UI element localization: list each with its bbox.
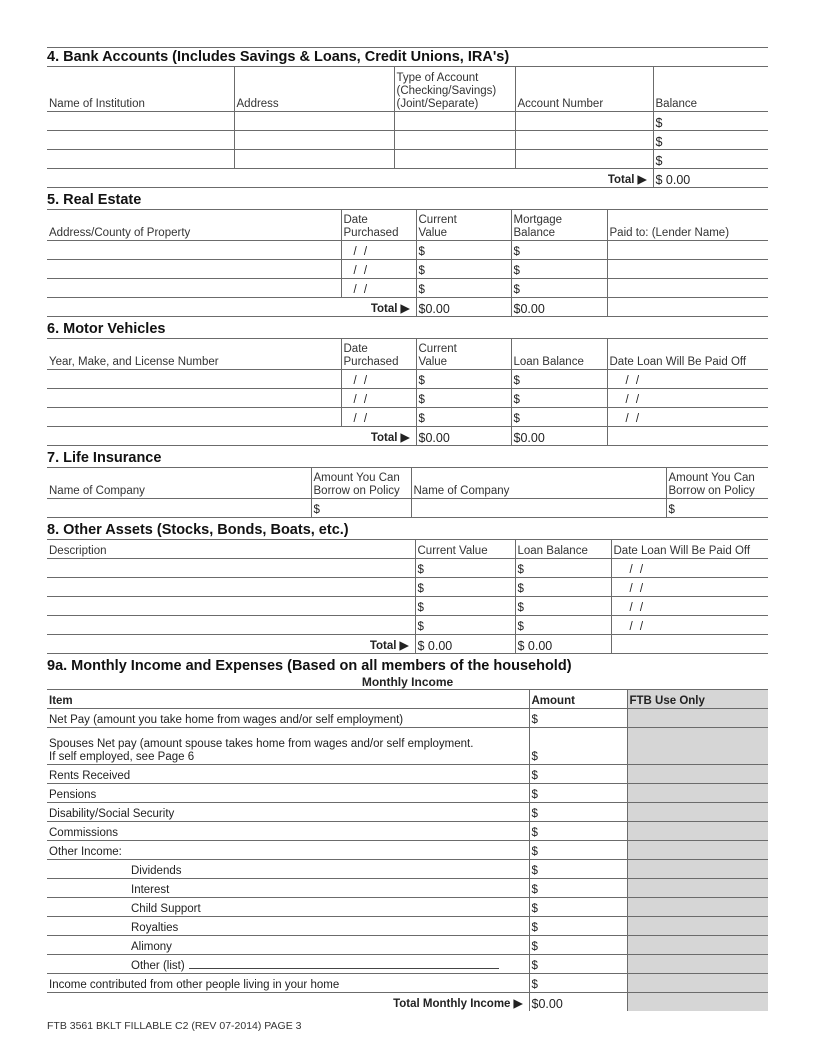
bank-accounts-heading: 4. Bank Accounts (Includes Savings & Loans, Credit Unions, IRA's)	[47, 48, 768, 67]
value-field[interactable]: $	[416, 389, 511, 408]
property-field[interactable]	[47, 241, 341, 260]
col-date-purchased: Date Purchased	[341, 339, 416, 370]
income-item-label: Income contributed from other people living in your home	[47, 974, 529, 993]
payoff-date-field[interactable]: / /	[607, 370, 768, 389]
amount-field[interactable]: $	[529, 936, 627, 955]
bank-total-value: $ 0.00	[653, 169, 768, 188]
total-row	[47, 298, 768, 317]
ftb-cell	[627, 917, 768, 936]
col-ftb-use-only: FTB Use Only	[627, 690, 768, 709]
col-loan-balance: Loan Balance	[515, 540, 611, 559]
col-date-paid-off: Date Loan Will Be Paid Off	[611, 540, 768, 559]
table-row	[47, 389, 768, 408]
col-company-name-2: Name of Company	[411, 468, 666, 499]
borrow-field-2[interactable]: $	[666, 499, 768, 518]
value-field[interactable]: $	[415, 597, 515, 616]
col-paid-to: Paid to: (Lender Name)	[607, 210, 768, 241]
real-estate-total-label: Total ▶	[47, 298, 416, 317]
income-row-commissions	[47, 822, 768, 841]
payoff-date-field[interactable]: / /	[607, 389, 768, 408]
income-row-disability	[47, 803, 768, 822]
total-row	[47, 635, 768, 654]
income-row-interest	[47, 879, 768, 898]
total-monthly-income-value: $0.00	[529, 993, 627, 1012]
ftb-cell	[627, 784, 768, 803]
value-field[interactable]: $	[415, 559, 515, 578]
income-item-label: Interest	[47, 879, 529, 898]
total-row	[47, 993, 768, 1012]
amount-field[interactable]: $	[529, 879, 627, 898]
total-monthly-income-label: Total Monthly Income ▶	[393, 998, 523, 1010]
col-date-paid-off: Date Loan Will Be Paid Off	[607, 339, 768, 370]
income-row-contributed	[47, 974, 768, 993]
ftb-cell	[627, 841, 768, 860]
table-row	[47, 131, 768, 150]
amount-field[interactable]: $	[529, 841, 627, 860]
table-row	[47, 279, 768, 298]
income-row-dividends	[47, 860, 768, 879]
col-date-purchased: Date Purchased	[341, 210, 416, 241]
col-current-value: Current Value	[415, 540, 515, 559]
amount-field[interactable]: $	[529, 822, 627, 841]
real-estate-table	[47, 210, 768, 317]
monthly-income-heading: 9a. Monthly Income and Expenses (Based on all members of the household)	[47, 658, 572, 674]
institution-field[interactable]	[47, 112, 234, 131]
form-page	[47, 0, 768, 1011]
motor-vehicles-heading: 6. Motor Vehicles	[47, 320, 768, 339]
income-item-label: Alimony	[47, 936, 529, 955]
income-item-label: Royalties	[47, 917, 529, 936]
value-field[interactable]: $	[415, 578, 515, 597]
ftb-cell	[627, 822, 768, 841]
col-address: Address	[234, 67, 394, 112]
date-field[interactable]: / /	[341, 389, 416, 408]
loan-field[interactable]: $	[515, 616, 611, 635]
mortgage-field[interactable]: $	[511, 241, 607, 260]
other-assets-table	[47, 540, 768, 654]
life-insurance-heading: 7. Life Insurance	[47, 449, 768, 468]
description-field[interactable]	[47, 616, 415, 635]
address-field[interactable]	[234, 112, 394, 131]
col-amount: Amount	[529, 690, 627, 709]
vehicle-field[interactable]	[47, 389, 341, 408]
monthly-income-table	[47, 690, 768, 1011]
description-field[interactable]	[47, 559, 415, 578]
ftb-cell	[627, 728, 768, 765]
company-field[interactable]	[47, 499, 311, 518]
date-field[interactable]: / /	[341, 279, 416, 298]
table-row	[47, 241, 768, 260]
col-mortgage-balance: Mortgage Balance	[511, 210, 607, 241]
loan-field[interactable]: $	[511, 408, 607, 427]
date-field[interactable]: / /	[341, 260, 416, 279]
income-row-other-income	[47, 841, 768, 860]
income-row-net-pay	[47, 709, 768, 728]
borrow-field[interactable]: $	[311, 499, 411, 518]
income-row-alimony	[47, 936, 768, 955]
table-row	[47, 112, 768, 131]
loan-field[interactable]: $	[511, 389, 607, 408]
payoff-date-field[interactable]: / /	[611, 616, 768, 635]
lender-field[interactable]	[607, 241, 768, 260]
date-field[interactable]: / /	[341, 408, 416, 427]
col-item: Item	[47, 690, 529, 709]
property-field[interactable]	[47, 260, 341, 279]
loan-field[interactable]: $	[515, 578, 611, 597]
total-row	[47, 427, 768, 446]
table-row	[47, 559, 768, 578]
col-current-value: Current Value	[416, 210, 511, 241]
table-row	[47, 578, 768, 597]
ftb-cell	[627, 898, 768, 917]
vehicles-total-label: Total ▶	[47, 427, 416, 446]
income-item-label: Other (list)	[47, 955, 529, 974]
address-field[interactable]	[234, 150, 394, 169]
account-field[interactable]	[515, 150, 653, 169]
table-row	[47, 260, 768, 279]
account-field[interactable]	[515, 112, 653, 131]
payoff-date-field[interactable]: / /	[607, 408, 768, 427]
institution-field[interactable]	[47, 150, 234, 169]
payoff-date-field[interactable]: / /	[611, 578, 768, 597]
description-field[interactable]	[47, 578, 415, 597]
income-item-label: Pensions	[47, 784, 529, 803]
lender-field[interactable]	[607, 279, 768, 298]
table-row	[47, 499, 768, 518]
balance-field[interactable]: $	[653, 131, 768, 150]
value-field[interactable]: $	[415, 616, 515, 635]
amount-field[interactable]: $	[529, 803, 627, 822]
table-row	[47, 370, 768, 389]
type-field[interactable]	[394, 150, 515, 169]
loan-field[interactable]: $	[515, 597, 611, 616]
amount-field[interactable]: $	[529, 728, 627, 765]
other-list-input[interactable]	[189, 958, 499, 969]
table-row	[47, 150, 768, 169]
amount-field[interactable]: $	[529, 860, 627, 879]
income-item-label: Child Support	[47, 898, 529, 917]
col-balance: Balance	[653, 67, 768, 112]
vehicles-total-loan: $0.00	[511, 427, 607, 446]
income-item-label: Dividends	[47, 860, 529, 879]
value-field[interactable]: $	[416, 279, 511, 298]
income-row-child-support	[47, 898, 768, 917]
type-field[interactable]	[394, 131, 515, 150]
total-row	[47, 169, 768, 188]
ftb-cell	[627, 860, 768, 879]
income-row-rents	[47, 765, 768, 784]
account-field[interactable]	[515, 131, 653, 150]
life-insurance-table	[47, 468, 768, 518]
income-item-label: Net Pay (amount you take home from wages and/or self employment)	[47, 709, 529, 728]
monthly-income-subheading: Monthly Income	[47, 675, 768, 690]
table-row	[47, 408, 768, 427]
company-field-2[interactable]	[411, 499, 666, 518]
real-estate-total-value: $0.00	[416, 298, 511, 317]
ftb-cell	[627, 765, 768, 784]
col-account-number: Account Number	[515, 67, 653, 112]
col-address-county: Address/County of Property	[47, 210, 341, 241]
col-name-of-institution: Name of Institution	[47, 67, 234, 112]
amount-field[interactable]: $	[529, 955, 627, 974]
type-field[interactable]	[394, 112, 515, 131]
ftb-cell	[627, 709, 768, 728]
value-field[interactable]: $	[416, 241, 511, 260]
motor-vehicles-table	[47, 339, 768, 446]
other-assets-total-label: Total ▶	[47, 635, 415, 654]
amount-field[interactable]: $	[529, 784, 627, 803]
vehicle-field[interactable]	[47, 408, 341, 427]
income-item-label: Disability/Social Security	[47, 803, 529, 822]
income-item-label: Spouses Net pay (amount spouse takes home from wages and/or self employment. If self employed, see Page 6	[47, 728, 529, 765]
income-row-spouse-pay	[47, 728, 768, 765]
loan-field[interactable]: $	[511, 370, 607, 389]
ftb-cell	[627, 936, 768, 955]
table-row	[47, 597, 768, 616]
income-row-other-list	[47, 955, 768, 974]
income-item-label: Commissions	[47, 822, 529, 841]
income-row-pensions	[47, 784, 768, 803]
ftb-cell	[627, 974, 768, 993]
col-year-make-license: Year, Make, and License Number	[47, 339, 341, 370]
property-field[interactable]	[47, 279, 341, 298]
amount-field[interactable]: $	[529, 917, 627, 936]
other-assets-heading: 8. Other Assets (Stocks, Bonds, Boats, etc.)	[47, 521, 768, 540]
value-field[interactable]: $	[416, 370, 511, 389]
vehicle-field[interactable]	[47, 370, 341, 389]
value-field[interactable]: $	[416, 260, 511, 279]
col-description: Description	[47, 540, 415, 559]
col-current-value: Current Value	[416, 339, 511, 370]
balance-field[interactable]: $	[653, 150, 768, 169]
amount-field[interactable]: $	[529, 765, 627, 784]
description-field[interactable]	[47, 597, 415, 616]
other-assets-total-loan: $ 0.00	[515, 635, 611, 654]
col-type-of-account: Type of Account (Checking/Savings) (Joint/Separate)	[394, 67, 515, 112]
ftb-cell	[627, 955, 768, 974]
income-row-royalties	[47, 917, 768, 936]
balance-field[interactable]: $	[653, 112, 768, 131]
col-borrow-amount: Amount You Can Borrow on Policy	[311, 468, 411, 499]
payoff-date-field[interactable]: / /	[611, 559, 768, 578]
col-borrow-amount-2: Amount You Can Borrow on Policy	[666, 468, 768, 499]
ftb-cell	[627, 879, 768, 898]
loan-field[interactable]: $	[515, 559, 611, 578]
ftb-cell	[627, 803, 768, 822]
page-footer: FTB 3561 BKLT FILLABLE C2 (REV 07-2014) PAGE 3	[47, 1020, 302, 1032]
lender-field[interactable]	[607, 260, 768, 279]
amount-field[interactable]: $	[529, 974, 627, 993]
date-field[interactable]: / /	[341, 241, 416, 260]
income-item-label: Other Income:	[47, 841, 529, 860]
col-company-name: Name of Company	[47, 468, 311, 499]
col-loan-balance: Loan Balance	[511, 339, 607, 370]
mortgage-field[interactable]: $	[511, 260, 607, 279]
payoff-date-field[interactable]: / /	[611, 597, 768, 616]
income-item-label: Rents Received	[47, 765, 529, 784]
value-field[interactable]: $	[416, 408, 511, 427]
bank-accounts-table	[47, 67, 768, 188]
ftb-cell	[627, 993, 768, 1012]
bank-total-label: Total ▶	[47, 169, 653, 188]
real-estate-total-mortgage: $0.00	[511, 298, 607, 317]
table-row	[47, 616, 768, 635]
institution-field[interactable]	[47, 131, 234, 150]
amount-field[interactable]: $	[529, 898, 627, 917]
amount-field[interactable]: $	[529, 709, 627, 728]
vehicles-total-value: $0.00	[416, 427, 511, 446]
date-field[interactable]: / /	[341, 370, 416, 389]
address-field[interactable]	[234, 131, 394, 150]
mortgage-field[interactable]: $	[511, 279, 607, 298]
other-assets-total-value: $ 0.00	[415, 635, 515, 654]
real-estate-heading: 5. Real Estate	[47, 191, 768, 210]
